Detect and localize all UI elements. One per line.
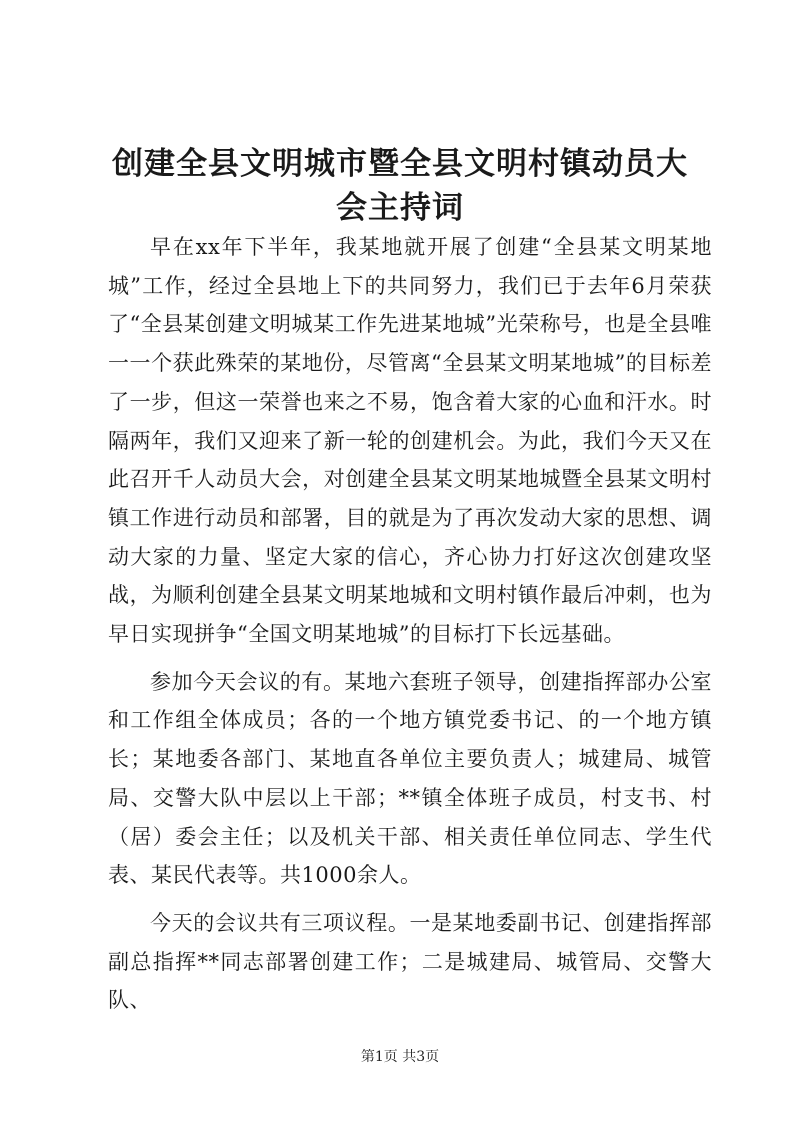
paragraph-2: 参加今天会议的有。某地六套班子领导，创建指挥部办公室和工作组全体成员；各的一个地方镇党委书记、的一个地方镇长；某地委各部门、某地直各单位主要负责人；城建局、城管局、交警大队中层以上干部；**镇全体班子成员，村支书、村（居）委会主任；以及机关干部、相关责任单位同志、学生代表、某民代表等。共1000余人。 — [108, 669, 712, 888]
paragraph-3: 今天的会议共有三项议程。一是某地委副书记、创建指挥部副总指挥**同志部署创建工作；二是城建局、城管局、交警大队、 — [108, 910, 712, 1013]
page-footer: 第1页 共3页 — [360, 1049, 440, 1065]
paragraph-1: 早在xx年下半年，我某地就开展了创建“全县某文明某地城”工作，经过全县地上下的共同努力，我们已于去年6月荣获了“全县某创建文明城某工作先进某地城”光荣称号，也是全县唯一一个获此殊荣的某地份，尽管离“全县某文明某地城”的目标差了一步，但这一荣誉也来之不易，饱含着大家的心血和汗水。时隔两年，我们又迎来了新一轮的创建机会。为此，我们今天又在此召开千人动员大会，对创建全县某文明某地城暨全县某文明村镇工作进行动员和部署，目的就是为了再次发动大家的思想、调动大家的力量、坚定大家的信心，齐心协力打好这次创建攻坚战，为顺利创建全县某文明某地城和文明村镇作最后冲刺，也为早日实现拼争“全国文明某地城”的目标打下长远基础。 — [108, 235, 712, 647]
document-title: 创建全县文明城市暨全县文明村镇动员大会主持词 — [112, 146, 688, 226]
document-body — [108, 228, 712, 1029]
